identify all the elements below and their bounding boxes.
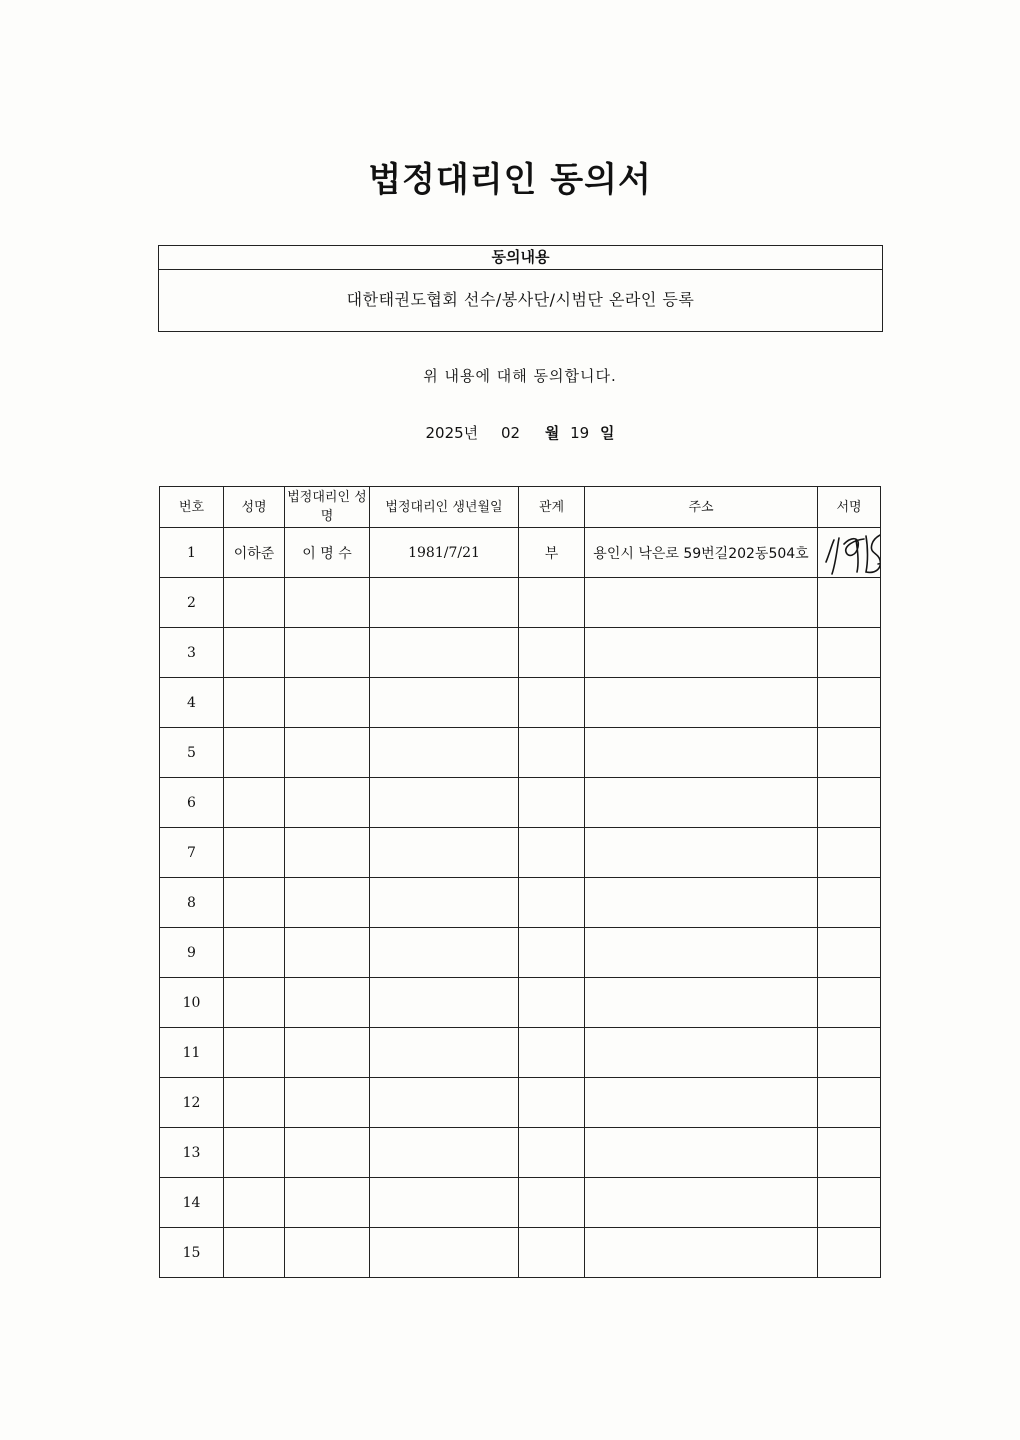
- date-month-unit: 월: [544, 424, 560, 442]
- row-signature: [818, 528, 881, 578]
- row-rep-birth: [370, 678, 519, 728]
- consent-header: 동의내용: [159, 246, 882, 270]
- row-signature: [818, 978, 881, 1028]
- row-rep-name: [285, 678, 370, 728]
- consent-box: [158, 245, 883, 332]
- row-relation: [519, 678, 585, 728]
- row-address: 용인시 낙은로 59번길202동504호: [585, 528, 818, 578]
- table-row: [160, 1028, 881, 1078]
- row-relation: [519, 878, 585, 928]
- row-rep-birth: [370, 1178, 519, 1228]
- row-no: 4: [160, 678, 224, 728]
- row-rep-birth: [370, 978, 519, 1028]
- row-signature: [818, 728, 881, 778]
- row-name: [224, 1028, 285, 1078]
- row-name: [224, 1178, 285, 1228]
- row-rep-birth: [370, 578, 519, 628]
- row-name: [224, 678, 285, 728]
- row-address: [585, 928, 818, 978]
- row-rep-birth: [370, 828, 519, 878]
- row-signature: [818, 1128, 881, 1178]
- header-relation: 관계: [519, 487, 585, 528]
- row-address: [585, 1078, 818, 1128]
- header-name: 성명: [224, 487, 285, 528]
- table-row: [160, 828, 881, 878]
- row-rep-name: [285, 1178, 370, 1228]
- agreement-statement: 위 내용에 대해 동의합니다.: [423, 367, 617, 385]
- row-relation: [519, 578, 585, 628]
- row-rep-name: [285, 1028, 370, 1078]
- row-signature: [818, 678, 881, 728]
- row-address: [585, 578, 818, 628]
- table-header-row: [160, 487, 881, 528]
- row-address: [585, 1228, 818, 1278]
- row-relation: [519, 1028, 585, 1078]
- row-relation: [519, 1228, 585, 1278]
- row-relation: [519, 928, 585, 978]
- header-rep-name: 법정대리인 성명: [285, 487, 370, 528]
- row-address: [585, 1028, 818, 1078]
- row-no: 13: [160, 1128, 224, 1178]
- row-address: [585, 678, 818, 728]
- row-relation: [519, 1078, 585, 1128]
- table-row: [160, 1128, 881, 1178]
- row-rep-name: [285, 728, 370, 778]
- row-signature: [818, 878, 881, 928]
- row-signature: [818, 928, 881, 978]
- row-rep-name: 이 명 수: [285, 528, 370, 578]
- row-name: [224, 928, 285, 978]
- row-rep-name: [285, 878, 370, 928]
- row-rep-birth: [370, 928, 519, 978]
- table-row: [160, 1178, 881, 1228]
- row-rep-birth: [370, 878, 519, 928]
- row-no: 5: [160, 728, 224, 778]
- row-no: 2: [160, 578, 224, 628]
- row-rep-name: [285, 578, 370, 628]
- row-rep-name: [285, 928, 370, 978]
- document-title: 법정대리인 동의서: [368, 160, 652, 200]
- row-rep-birth: [370, 728, 519, 778]
- row-rep-birth: [370, 778, 519, 828]
- row-signature: [818, 778, 881, 828]
- row-signature: [818, 628, 881, 678]
- row-relation: [519, 1128, 585, 1178]
- row-rep-birth: 1981/7/21: [370, 528, 519, 578]
- row-signature: [818, 1078, 881, 1128]
- table-row: [160, 978, 881, 1028]
- signing-date: [0, 422, 1020, 443]
- row-name: [224, 628, 285, 678]
- row-signature: [818, 1028, 881, 1078]
- row-address: [585, 778, 818, 828]
- date-day: 19: [570, 424, 590, 442]
- row-address: [585, 828, 818, 878]
- date-month: 02: [500, 424, 521, 442]
- row-no: 14: [160, 1178, 224, 1228]
- header-signature: 서명: [818, 487, 881, 528]
- row-no: 9: [160, 928, 224, 978]
- header-no: 번호: [160, 487, 224, 528]
- row-name: [224, 1228, 285, 1278]
- row-name: [224, 778, 285, 828]
- row-relation: [519, 1178, 585, 1228]
- row-rep-birth: [370, 1128, 519, 1178]
- table-row: [160, 878, 881, 928]
- date-year: 2025년: [425, 424, 479, 442]
- row-signature: [818, 1178, 881, 1228]
- row-no: 3: [160, 628, 224, 678]
- table-row: [160, 528, 881, 578]
- row-relation: 부: [519, 528, 585, 578]
- row-rep-name: [285, 1078, 370, 1128]
- row-signature: [818, 1228, 881, 1278]
- row-name: [224, 978, 285, 1028]
- row-relation: [519, 778, 585, 828]
- row-no: 1: [160, 528, 224, 578]
- row-signature: [818, 828, 881, 878]
- header-address: 주소: [585, 487, 818, 528]
- table-row: [160, 678, 881, 728]
- row-name: [224, 728, 285, 778]
- row-rep-name: [285, 828, 370, 878]
- row-relation: [519, 978, 585, 1028]
- table-row: [160, 578, 881, 628]
- row-address: [585, 878, 818, 928]
- row-rep-name: [285, 978, 370, 1028]
- row-no: 6: [160, 778, 224, 828]
- table-row: [160, 728, 881, 778]
- representative-table: [159, 486, 881, 1278]
- header-rep-birth: 법정대리인 생년월일: [370, 487, 519, 528]
- row-relation: [519, 628, 585, 678]
- row-name: [224, 878, 285, 928]
- table-row: [160, 628, 881, 678]
- row-rep-name: [285, 1128, 370, 1178]
- row-name: [224, 828, 285, 878]
- row-no: 8: [160, 878, 224, 928]
- row-no: 10: [160, 978, 224, 1028]
- row-address: [585, 1178, 818, 1228]
- row-address: [585, 728, 818, 778]
- row-name: 이하준: [224, 528, 285, 578]
- row-no: 11: [160, 1028, 224, 1078]
- row-rep-birth: [370, 628, 519, 678]
- row-name: [224, 1078, 285, 1128]
- row-address: [585, 1128, 818, 1178]
- row-rep-name: [285, 628, 370, 678]
- row-rep-name: [285, 1228, 370, 1278]
- row-rep-birth: [370, 1028, 519, 1078]
- row-rep-birth: [370, 1228, 519, 1278]
- row-rep-birth: [370, 1078, 519, 1128]
- table-row: [160, 1078, 881, 1128]
- row-no: 12: [160, 1078, 224, 1128]
- date-day-unit: 일: [599, 424, 615, 442]
- consent-content: 대한태권도협회 선수/봉사단/시범단 온라인 등록: [346, 290, 695, 309]
- table-row: [160, 928, 881, 978]
- row-rep-name: [285, 778, 370, 828]
- row-no: 7: [160, 828, 224, 878]
- table-row: [160, 1228, 881, 1278]
- row-relation: [519, 728, 585, 778]
- row-address: [585, 978, 818, 1028]
- row-name: [224, 578, 285, 628]
- handwritten-signature: [820, 528, 881, 578]
- row-name: [224, 1128, 285, 1178]
- row-relation: [519, 828, 585, 878]
- row-signature: [818, 578, 881, 628]
- row-address: [585, 628, 818, 678]
- table-row: [160, 778, 881, 828]
- row-no: 15: [160, 1228, 224, 1278]
